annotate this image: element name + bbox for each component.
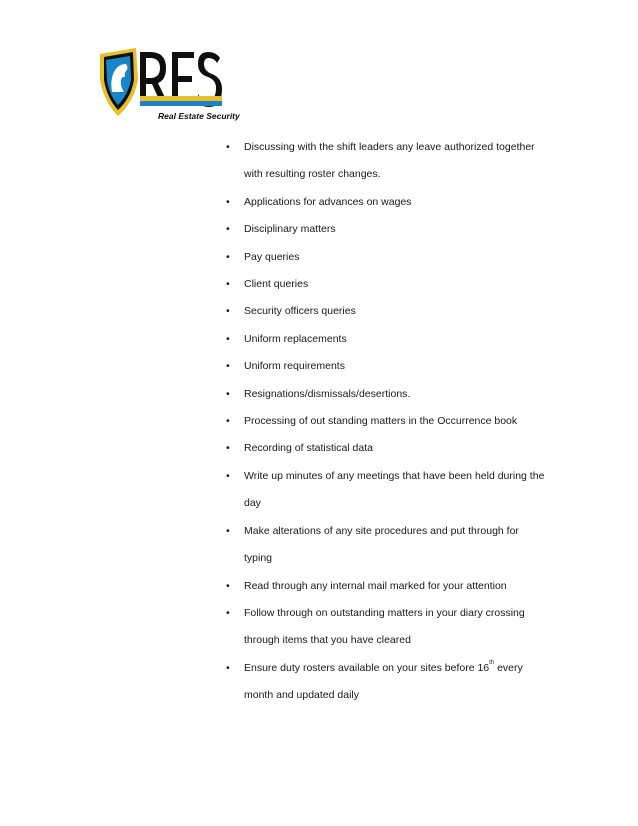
logo-tagline: Real Estate Security (158, 111, 240, 121)
list-item-line: Ensure duty rosters available on your sites before 16th every (244, 659, 523, 674)
company-logo (96, 40, 246, 130)
list-item (226, 600, 566, 655)
list-item-line: Resignations/dismissals/desertions. (244, 387, 411, 400)
list-item-line: Disciplinary matters (244, 223, 336, 236)
list-item-line: Client queries (244, 278, 309, 291)
list-item-line: Read through any internal mail marked for your attention (244, 579, 507, 592)
list-item (226, 573, 566, 600)
list-item (226, 134, 566, 189)
list-item (226, 435, 566, 462)
list-item-line: day (244, 497, 261, 510)
list-item-line: Make alterations of any site procedures and put through for (244, 524, 519, 537)
list-item (226, 518, 566, 573)
gold-band-icon (140, 96, 222, 101)
bullet-icon: • (226, 360, 230, 373)
bullet-icon: • (226, 661, 230, 674)
bullet-icon: • (226, 332, 230, 345)
list-item (226, 408, 566, 435)
list-item (226, 381, 566, 408)
list-item-continuation: every (494, 661, 523, 674)
list-item-line: month and updated daily (244, 689, 360, 702)
list-item-line: Discussing with the shift leaders any leave authorized together (244, 141, 535, 153)
res-logo-graphic (96, 40, 246, 130)
bullet-icon: • (226, 524, 230, 537)
list-item (226, 216, 566, 243)
list-item-line: Pay queries (244, 250, 300, 263)
list-item (226, 244, 566, 271)
bullet-icon: • (226, 250, 230, 263)
list-item-line: Recording of statistical data (244, 442, 373, 455)
bullet-icon: • (226, 195, 230, 208)
list-item (226, 353, 566, 380)
list-item-line: Security officers queries (244, 305, 356, 318)
list-item (226, 189, 566, 216)
list-item-line: typing (244, 552, 273, 565)
bullet-icon: • (226, 415, 230, 428)
list-item-line: with resulting roster changes. (244, 168, 381, 181)
list-item-line: Follow through on outstanding matters in your diary crossing (244, 606, 525, 619)
list-item (226, 326, 566, 353)
bullet-icon: • (226, 305, 230, 318)
bullet-icon: • (226, 387, 230, 400)
bullet-icon: • (226, 579, 230, 592)
list-item-line: Write up minutes of any meetings that have been held during the (244, 469, 545, 482)
list-item-line: through items that you have cleared (244, 634, 411, 647)
ordinal-suffix: th (489, 659, 495, 666)
bullet-icon: • (226, 469, 230, 482)
list-item (226, 271, 566, 298)
bullet-icon: • (226, 223, 230, 236)
list-item (226, 463, 566, 518)
list-item-line: Uniform replacements (244, 332, 347, 345)
bullet-icon: • (226, 141, 230, 153)
list-item (226, 655, 566, 710)
list-item-line: Applications for advances on wages (244, 195, 412, 208)
blue-band-icon (140, 101, 222, 106)
bullet-icon: • (226, 606, 230, 619)
list-item-line: Processing of out standing matters in the Occurrence book (244, 415, 518, 428)
bullet-icon: • (226, 442, 230, 455)
bullet-icon: • (226, 278, 230, 291)
list-item-line: Uniform requirements (244, 360, 345, 373)
duties-bullet-list (226, 134, 566, 710)
list-item (226, 298, 566, 325)
